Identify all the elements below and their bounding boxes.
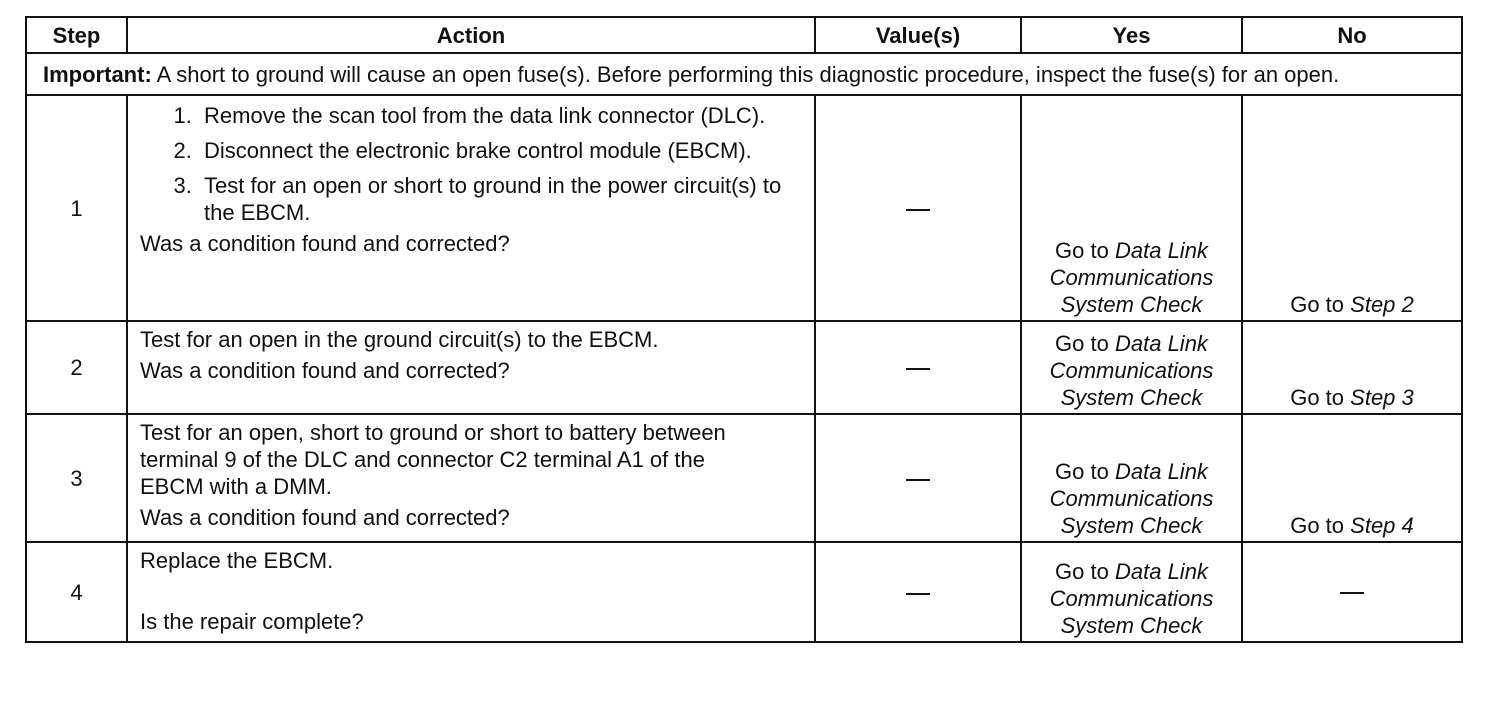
- substep-list: [140, 102, 804, 226]
- table-row: [26, 542, 1462, 642]
- action-cell: [127, 414, 815, 542]
- action-cell: [127, 321, 815, 414]
- header-values: Value(s): [815, 17, 1021, 53]
- yes-prefix: Go to: [1055, 559, 1109, 584]
- no-prefix: Go to: [1290, 292, 1345, 317]
- empty-value-dash: [906, 209, 930, 211]
- empty-value-dash: [1340, 592, 1364, 594]
- value-cell: [815, 414, 1021, 542]
- yes-prefix: Go to: [1055, 459, 1109, 484]
- value-cell: [815, 95, 1021, 321]
- question-text: Was a condition found and corrected?: [140, 231, 510, 256]
- step-number: 4: [26, 542, 127, 642]
- yes-link: Data Link Communications System Check: [1049, 559, 1214, 638]
- yes-cell: [1021, 321, 1242, 414]
- yes-link: Data Link Communications System Check: [1049, 459, 1214, 538]
- header-action: Action: [127, 17, 815, 53]
- header-step: Step: [26, 17, 127, 53]
- header-row: [26, 17, 1462, 53]
- step-number: 1: [26, 95, 127, 321]
- value-cell: [815, 321, 1021, 414]
- no-prefix: Go to: [1290, 513, 1345, 538]
- yes-cell: [1021, 542, 1242, 642]
- list-item: 2. Disconnect the electronic brake control module (EBCM).: [198, 137, 804, 164]
- action-text: Replace the EBCM.: [140, 548, 334, 573]
- empty-value-dash: [906, 368, 930, 370]
- value-cell: [815, 542, 1021, 642]
- yes-prefix: Go to: [1055, 331, 1109, 356]
- list-item: 3. Test for an open or short to ground in the power circuit(s) to the EBCM.: [198, 172, 804, 226]
- yes-cell: [1021, 95, 1242, 321]
- action-text: Test for an open in the ground circuit(s) to the EBCM.: [140, 327, 659, 352]
- no-link: Step 4: [1350, 513, 1414, 538]
- yes-reference: [1026, 330, 1237, 411]
- important-text: A short to ground will cause an open fuse(s). Before performing this diagnostic procedure, inspect the fuse(s) for an open.: [156, 62, 1340, 87]
- no-cell: [1242, 414, 1462, 542]
- yes-cell: [1021, 414, 1242, 542]
- important-label: Important:: [43, 62, 152, 87]
- yes-reference: [1026, 237, 1237, 318]
- no-cell: [1242, 321, 1462, 414]
- header-yes: Yes: [1021, 17, 1242, 53]
- question-text: Was a condition found and corrected?: [140, 358, 510, 383]
- table-row: [26, 321, 1462, 414]
- action-text: Test for an open, short to ground or short to battery between terminal 9 of the DLC and connector C2 terminal A1 of the EBCM with a DMM.: [140, 420, 726, 499]
- action-cell: [127, 95, 815, 321]
- no-prefix: Go to: [1290, 385, 1345, 410]
- yes-prefix: Go to: [1055, 238, 1109, 263]
- step-number: 2: [26, 321, 127, 414]
- question-text: Was a condition found and corrected?: [140, 505, 510, 530]
- spacer: [140, 574, 804, 608]
- step-number: 3: [26, 414, 127, 542]
- list-item: 1. Remove the scan tool from the data link connector (DLC).: [198, 102, 804, 129]
- important-row: [26, 53, 1462, 95]
- empty-value-dash: [906, 593, 930, 595]
- important-note: [26, 53, 1462, 95]
- action-cell: [127, 542, 815, 642]
- yes-reference: [1026, 558, 1237, 639]
- table-row: [26, 95, 1462, 321]
- no-link: Step 3: [1350, 385, 1414, 410]
- diagnostic-table-container: [25, 16, 1461, 643]
- empty-value-dash: [906, 479, 930, 481]
- header-no: No: [1242, 17, 1462, 53]
- no-link: Step 2: [1350, 292, 1414, 317]
- yes-link: Data Link Communications System Check: [1049, 238, 1214, 317]
- no-cell: [1242, 542, 1462, 642]
- diagnostic-table: [25, 16, 1463, 643]
- question-text: Is the repair complete?: [140, 609, 364, 634]
- table-row: [26, 414, 1462, 542]
- yes-link: Data Link Communications System Check: [1049, 331, 1214, 410]
- no-cell: [1242, 95, 1462, 321]
- yes-reference: [1026, 458, 1237, 539]
